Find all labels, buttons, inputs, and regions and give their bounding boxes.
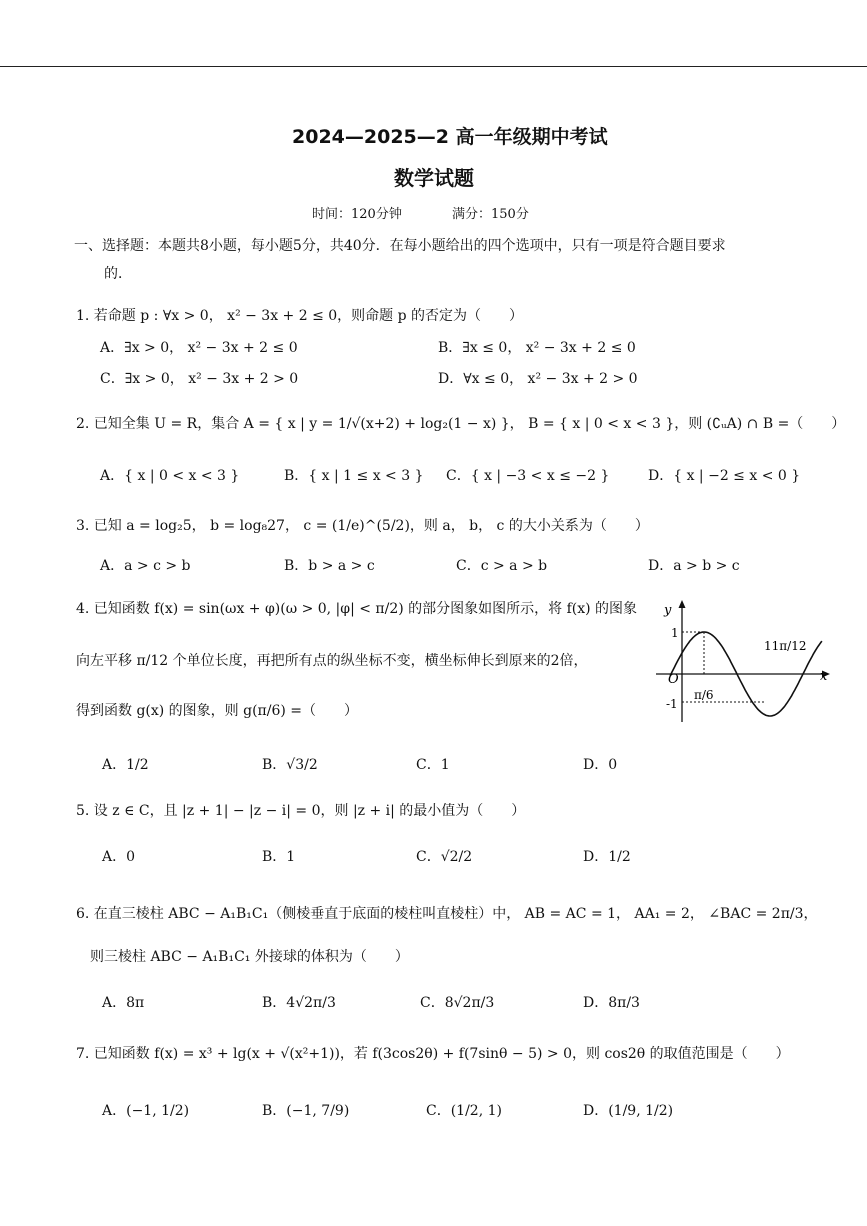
q4-option-c: C．1	[416, 757, 450, 773]
y-axis-label: y	[664, 603, 672, 618]
q3-option-d: D．a > b > c	[648, 558, 740, 574]
q2-option-a: A．{ x | 0 < x < 3 }	[100, 468, 240, 484]
q7-option-d: D．(1/9, 1/2)	[583, 1103, 674, 1119]
section-instructions-line2: 的．	[104, 266, 132, 282]
question-7: 7. 已知函数 f(x) = x³ + lg(x + √(x²+1))，若 f(3cos2θ) + f(7sinθ − 5) > 0，则 cos2θ 的取值范围是（ ）	[76, 1046, 790, 1062]
y-max-label: 1	[671, 626, 679, 640]
q7-option-b: B．(−1, 7/9)	[262, 1103, 350, 1119]
question-5: 5. 设 z ∈ C，且 |z + 1| − |z − i| = 0，则 |z + i| 的最小值为（ ）	[76, 803, 526, 819]
q1-option-a: A．∃x > 0， x² − 3x + 2 ≤ 0	[100, 340, 298, 356]
x-tick-pi-6: π/6	[694, 688, 714, 702]
q4-option-d: D．0	[583, 757, 618, 773]
exam-time: 时间：120分钟	[312, 207, 402, 222]
exam-score: 满分：150分	[452, 207, 529, 222]
q2-option-d: D．{ x | −2 ≤ x < 0 }	[648, 468, 801, 484]
question-6-line2: 则三棱柱 ABC − A₁B₁C₁ 外接球的体积为（ ）	[90, 949, 409, 965]
q5-option-c: C．√2/2	[416, 849, 473, 865]
q2-option-b: B．{ x | 1 ≤ x < 3 }	[284, 468, 424, 484]
section-instructions-line1: 一、选择题：本题共8小题，每小题5分，共40分．在每小题给出的四个选项中，只有一项是符合题目要求	[74, 238, 726, 254]
q5-option-b: B．1	[262, 849, 296, 865]
y-axis-arrow	[679, 600, 686, 608]
q2-option-c: C．{ x | −3 < x ≤ −2 }	[446, 468, 610, 484]
x-axis-label: x	[820, 669, 828, 684]
q5-option-a: A．0	[102, 849, 136, 865]
q1-option-c: C．∃x > 0， x² − 3x + 2 > 0	[100, 371, 299, 387]
q6-option-c: C．8√2π/3	[420, 995, 495, 1011]
origin-label: O	[668, 672, 679, 687]
q6-option-d: D．8π/3	[583, 995, 640, 1011]
sine-graph	[652, 598, 834, 726]
q5-option-d: D．1/2	[583, 849, 631, 865]
q3-option-a: A．a > c > b	[100, 558, 191, 574]
question-1: 1. 若命题 p : ∀x > 0， x² − 3x + 2 ≤ 0，则命题 p 的否定为（ ）	[76, 308, 524, 324]
q1-option-b: B．∃x ≤ 0， x² − 3x + 2 ≤ 0	[438, 340, 636, 356]
question-3: 3. 已知 a = log₂5， b = log₈27， c = (1/e)^(5/2)，则 a， b， c 的大小关系为（ ）	[76, 518, 649, 534]
q6-option-a: A．8π	[102, 995, 145, 1011]
q3-option-b: B．b > a > c	[284, 558, 375, 574]
question-4-line2: 向左平移 π/12 个单位长度，再把所有点的纵坐标不变，横坐标伸长到原来的2倍，	[76, 653, 588, 669]
q6-option-b: B．4√2π/3	[262, 995, 336, 1011]
q1-option-d: D．∀x ≤ 0， x² − 3x + 2 > 0	[438, 371, 638, 387]
q4-option-a: A．1/2	[102, 757, 149, 773]
question-2: 2. 已知全集 U = R，集合 A = { x | y = 1/√(x+2) + log₂(1 − x) }， B = { x | 0 < x < 3 }，则 (∁ᵤA) ∩ B =（ ）	[76, 416, 846, 432]
q4-option-b: B．√3/2	[262, 757, 318, 773]
question-6-line1: 6. 在直三棱柱 ABC − A₁B₁C₁（侧棱垂直于底面的棱柱叫直棱柱）中， AB = AC = 1， AA₁ = 2， ∠BAC = 2π/3，	[76, 906, 818, 922]
x-tick-11pi-12: 11π/12	[764, 639, 807, 653]
exam-title: 2024—2025—2 高一年级期中考试	[292, 126, 608, 148]
y-min-label: -1	[666, 697, 678, 711]
top-rule	[0, 66, 867, 67]
q3-option-c: C．c > a > b	[456, 558, 548, 574]
exam-subtitle: 数学试题	[394, 166, 474, 190]
q7-option-c: C．(1/2, 1)	[426, 1103, 502, 1119]
q7-option-a: A．(−1, 1/2)	[102, 1103, 190, 1119]
question-4-line1: 4. 已知函数 f(x) = sin(ωx + φ)(ω > 0, |φ| < π/2) 的部分图象如图所示，将 f(x) 的图象	[76, 601, 638, 617]
question-4-line3: 得到函数 g(x) 的图象，则 g(π/6) =（ ）	[76, 703, 359, 719]
